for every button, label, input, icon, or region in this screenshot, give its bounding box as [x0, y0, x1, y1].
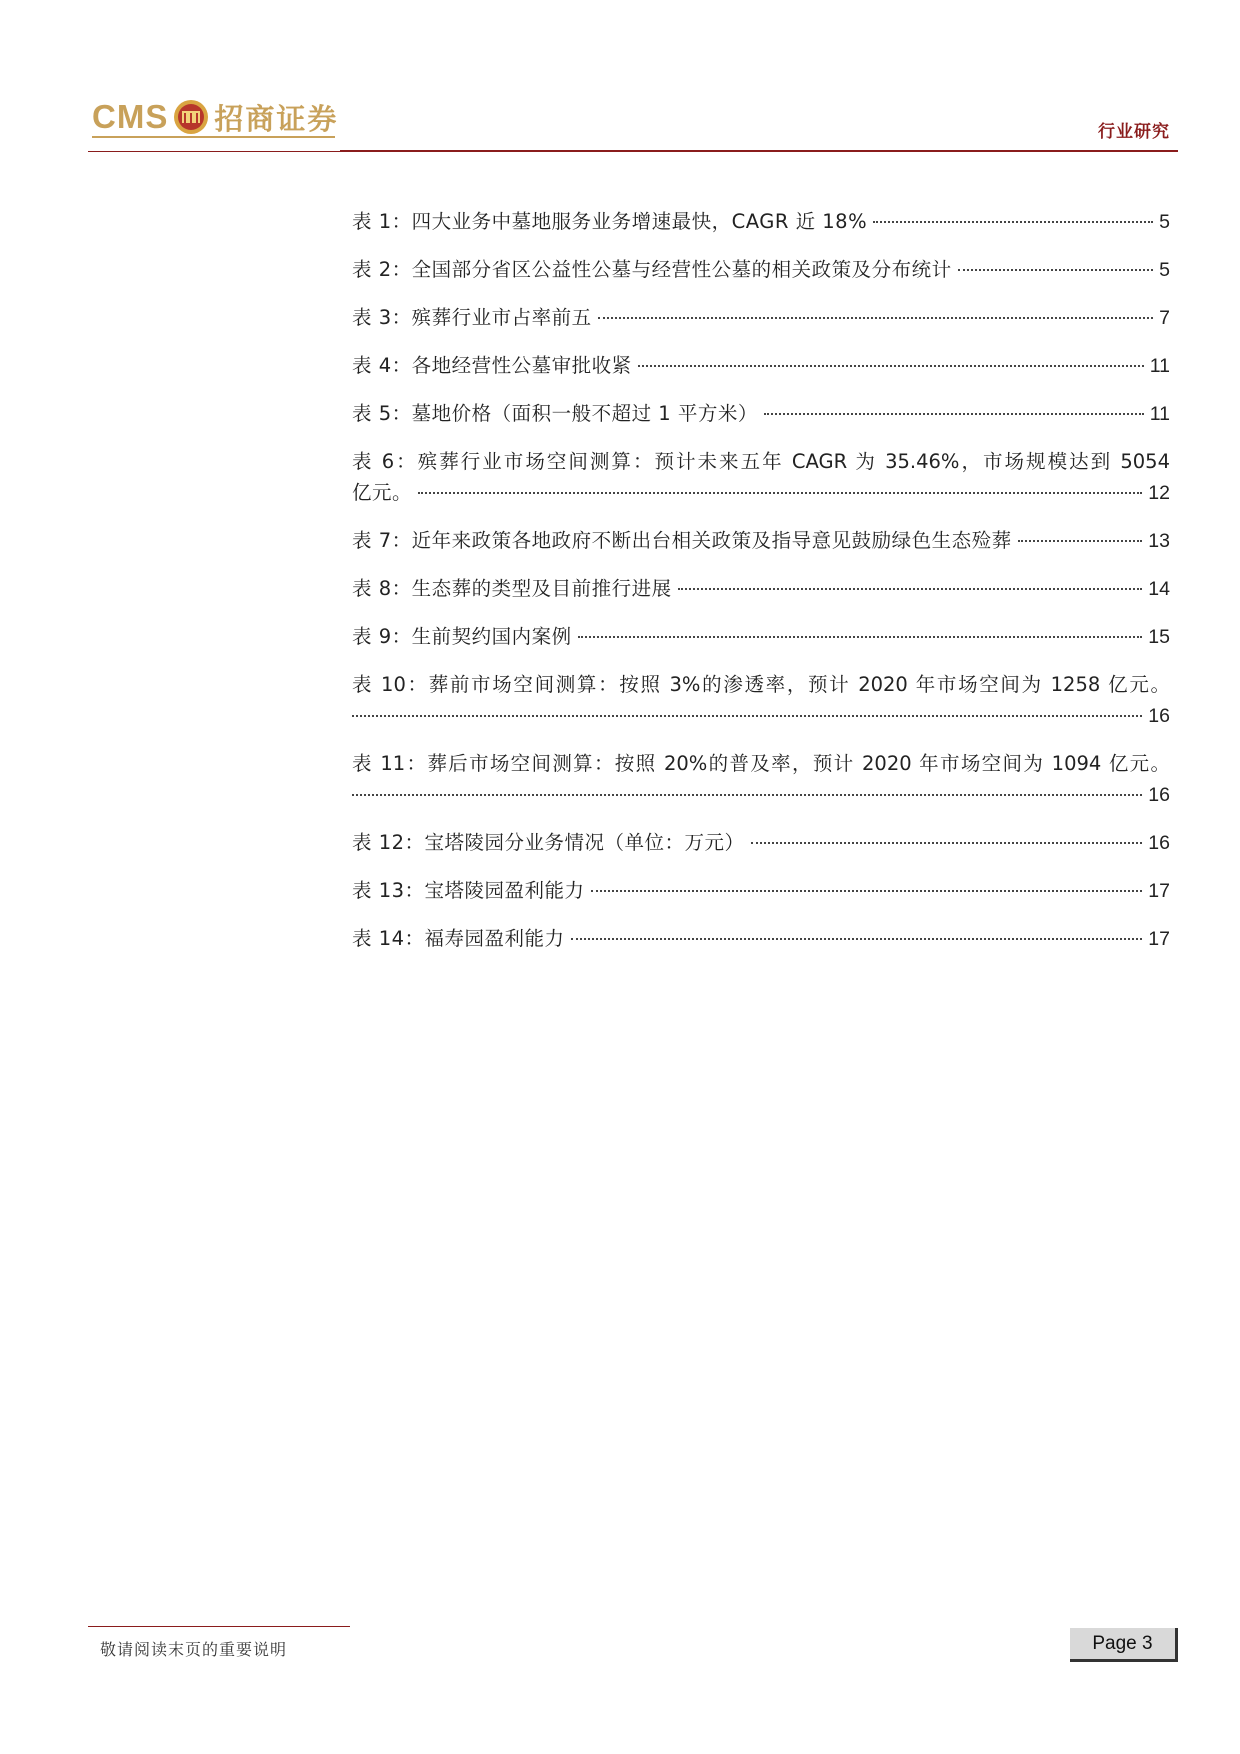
disclaimer-note: 敬请阅读末页的重要说明 — [100, 1640, 288, 1659]
toc-entry-continuation — [352, 778, 1170, 812]
toc-leader-dots — [764, 413, 1144, 415]
toc-entry-label: 表 14：福寿园盈利能力 — [352, 927, 565, 950]
toc-leader-dots — [418, 492, 1142, 494]
toc-entry-page: 5 — [1159, 259, 1170, 281]
toc-leader-dots — [1018, 540, 1143, 542]
toc-entry-page: 15 — [1148, 626, 1170, 648]
toc-entry[interactable] — [352, 874, 1170, 908]
toc-entry-page: 5 — [1159, 211, 1170, 233]
toc-entry-label: 表 8：生态葬的类型及目前推行进展 — [352, 577, 672, 600]
toc-leader-dots — [352, 715, 1142, 717]
toc-leader-dots — [598, 317, 1154, 319]
toc-entry[interactable] — [352, 253, 1170, 287]
toc-entry-label: 表 3：殡葬行业市占率前五 — [352, 306, 592, 329]
toc-entry-page: 16 — [1148, 705, 1170, 727]
toc-leader-dots — [352, 794, 1142, 796]
toc-leader-dots — [873, 221, 1153, 223]
toc-entry-page: 11 — [1149, 355, 1170, 377]
toc-entry-page: 12 — [1148, 482, 1170, 504]
footer-rule — [88, 1626, 350, 1627]
toc-leader-dots — [578, 636, 1143, 638]
toc-entry[interactable] — [352, 826, 1170, 860]
toc-entry-label: 表 4：各地经营性公墓审批收紧 — [352, 354, 632, 377]
toc-entry-label: 表 13：宝塔陵园盈利能力 — [352, 879, 585, 902]
toc-entry-page: 16 — [1148, 832, 1170, 854]
toc-entry-label: 表 5：墓地价格（面积一般不超过 1 平方米） — [352, 402, 758, 425]
toc-entry-page: 7 — [1159, 307, 1170, 329]
toc-entry[interactable] — [352, 301, 1170, 335]
toc-entry[interactable] — [352, 205, 1170, 239]
toc-entry-page: 17 — [1148, 880, 1170, 902]
toc-entry-page: 16 — [1148, 784, 1170, 806]
header-rule-accent — [340, 150, 1178, 152]
toc-entry[interactable] — [352, 524, 1170, 558]
cms-logo — [92, 94, 338, 140]
toc-entry-page: 14 — [1148, 578, 1170, 600]
toc-entry[interactable] — [352, 747, 1170, 812]
table-of-contents — [352, 205, 1170, 970]
toc-entry-page: 17 — [1148, 928, 1170, 950]
toc-entry-continuation — [352, 699, 1170, 733]
toc-entry-label: 表 12：宝塔陵园分业务情况（单位：万元） — [352, 831, 745, 854]
toc-leader-dots — [958, 269, 1154, 271]
section-label: 行业研究 — [1098, 122, 1170, 142]
toc-entry-label: 表 6：殡葬行业市场空间测算：预计未来五年 CAGR 为 35.46%，市场规模达到 5054 — [352, 450, 1170, 473]
toc-entry-label: 表 9：生前契约国内案例 — [352, 625, 572, 648]
toc-entry-label-cont: 亿元。 — [352, 481, 413, 504]
toc-leader-dots — [678, 588, 1143, 590]
toc-entry-label: 表 10：葬前市场空间测算：按照 3%的渗透率，预计 2020 年市场空间为 1258 亿元。 — [352, 673, 1170, 696]
toc-entry-page: 11 — [1149, 403, 1170, 425]
page-number-badge: Page 3 — [1070, 1628, 1178, 1662]
logo-underline — [92, 136, 335, 138]
logo-chinese: 招商证券 — [214, 101, 339, 136]
toc-entry[interactable] — [352, 668, 1170, 733]
toc-leader-dots — [638, 365, 1144, 367]
toc-entry-label: 表 11：葬后市场空间测算：按照 20%的普及率，预计 2020 年市场空间为 1094 亿元。 — [352, 752, 1170, 775]
toc-entry[interactable] — [352, 445, 1170, 510]
toc-entry-label: 表 1：四大业务中墓地服务业务增速最快，CAGR 近 18% — [352, 210, 868, 233]
toc-entry[interactable] — [352, 349, 1170, 383]
toc-entry[interactable] — [352, 922, 1170, 956]
toc-entry[interactable] — [352, 397, 1170, 431]
toc-entry[interactable] — [352, 620, 1170, 654]
toc-entry-label: 表 2：全国部分省区公益性公墓与经营性公墓的相关政策及分布统计 — [352, 258, 952, 281]
toc-entry[interactable] — [352, 572, 1170, 606]
toc-leader-dots — [751, 842, 1143, 844]
logo-latin: CMS — [92, 98, 169, 135]
toc-entry-page: 13 — [1148, 530, 1170, 552]
cms-emblem-icon — [173, 99, 209, 135]
toc-leader-dots — [571, 938, 1143, 940]
toc-entry-label: 表 7：近年来政策各地政府不断出台相关政策及指导意见鼓励绿色生态殓葬 — [352, 529, 1012, 552]
toc-entry-continuation — [352, 476, 1170, 510]
toc-leader-dots — [591, 890, 1143, 892]
